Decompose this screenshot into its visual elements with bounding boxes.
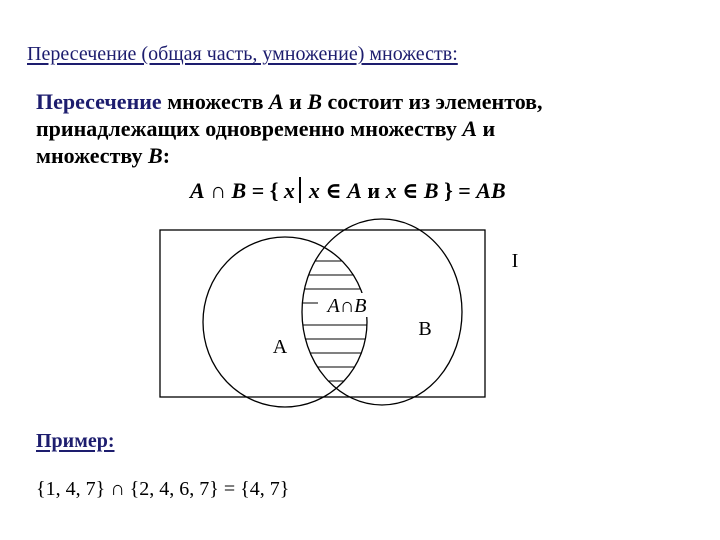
- set-a-symbol: A: [268, 89, 284, 114]
- intersection-label: A∩B: [327, 295, 367, 317]
- definition-text: [36, 88, 543, 169]
- element-of-symbol: ∈: [319, 178, 348, 203]
- cap-symbol: ∩: [110, 478, 125, 500]
- formula-variable: x: [283, 178, 295, 203]
- set-b-symbol: B: [148, 143, 163, 168]
- definition-fragment: и: [477, 116, 496, 141]
- definition-fragment: :: [162, 143, 171, 168]
- definition-fragment: множеств: [161, 89, 269, 114]
- venn-diagram: [150, 225, 519, 400]
- example-set-left: {1, 4, 7}: [36, 478, 106, 500]
- cap-symbol: ∩: [210, 178, 226, 203]
- formula-variable: x: [308, 178, 320, 203]
- set-b-symbol: B: [307, 89, 323, 114]
- example-expression: [36, 478, 289, 501]
- set-b-label: B: [418, 318, 432, 340]
- formula-set-a: A: [347, 178, 362, 203]
- page-title: Пересечение (общая часть, умножение) множеств:: [27, 43, 458, 65]
- set-a-label: A: [272, 336, 288, 358]
- formula-variable: x: [385, 178, 397, 203]
- formula-set-a: A: [190, 178, 205, 203]
- formula-set-b: B: [423, 178, 439, 203]
- definition-fragment: и: [283, 89, 308, 114]
- definition-line-3: [36, 142, 543, 169]
- formula-product: AB: [476, 178, 506, 203]
- example-set-right: {2, 4, 6, 7} = {4, 7}: [129, 478, 290, 500]
- formula-fragment: = {: [246, 178, 284, 203]
- definition-fragment: состоит из элементов,: [322, 89, 543, 114]
- definition-keyword: Пересечение: [36, 89, 162, 114]
- element-of-symbol: ∈: [396, 178, 424, 203]
- intersection-formula: [190, 177, 506, 204]
- such-that-bar: [299, 177, 301, 203]
- example-heading: Пример:: [36, 430, 115, 452]
- set-a-symbol: A: [462, 116, 478, 141]
- formula-set-b: B: [231, 178, 247, 203]
- definition-fragment: множеству: [36, 143, 149, 168]
- formula-fragment: } =: [438, 178, 477, 203]
- formula-conjunction: и: [361, 178, 386, 203]
- universe-label: I: [511, 250, 519, 272]
- definition-line-1: [36, 88, 543, 115]
- definition-fragment: принадлежащих одновременно множеству: [36, 116, 463, 141]
- definition-line-2: [36, 115, 543, 142]
